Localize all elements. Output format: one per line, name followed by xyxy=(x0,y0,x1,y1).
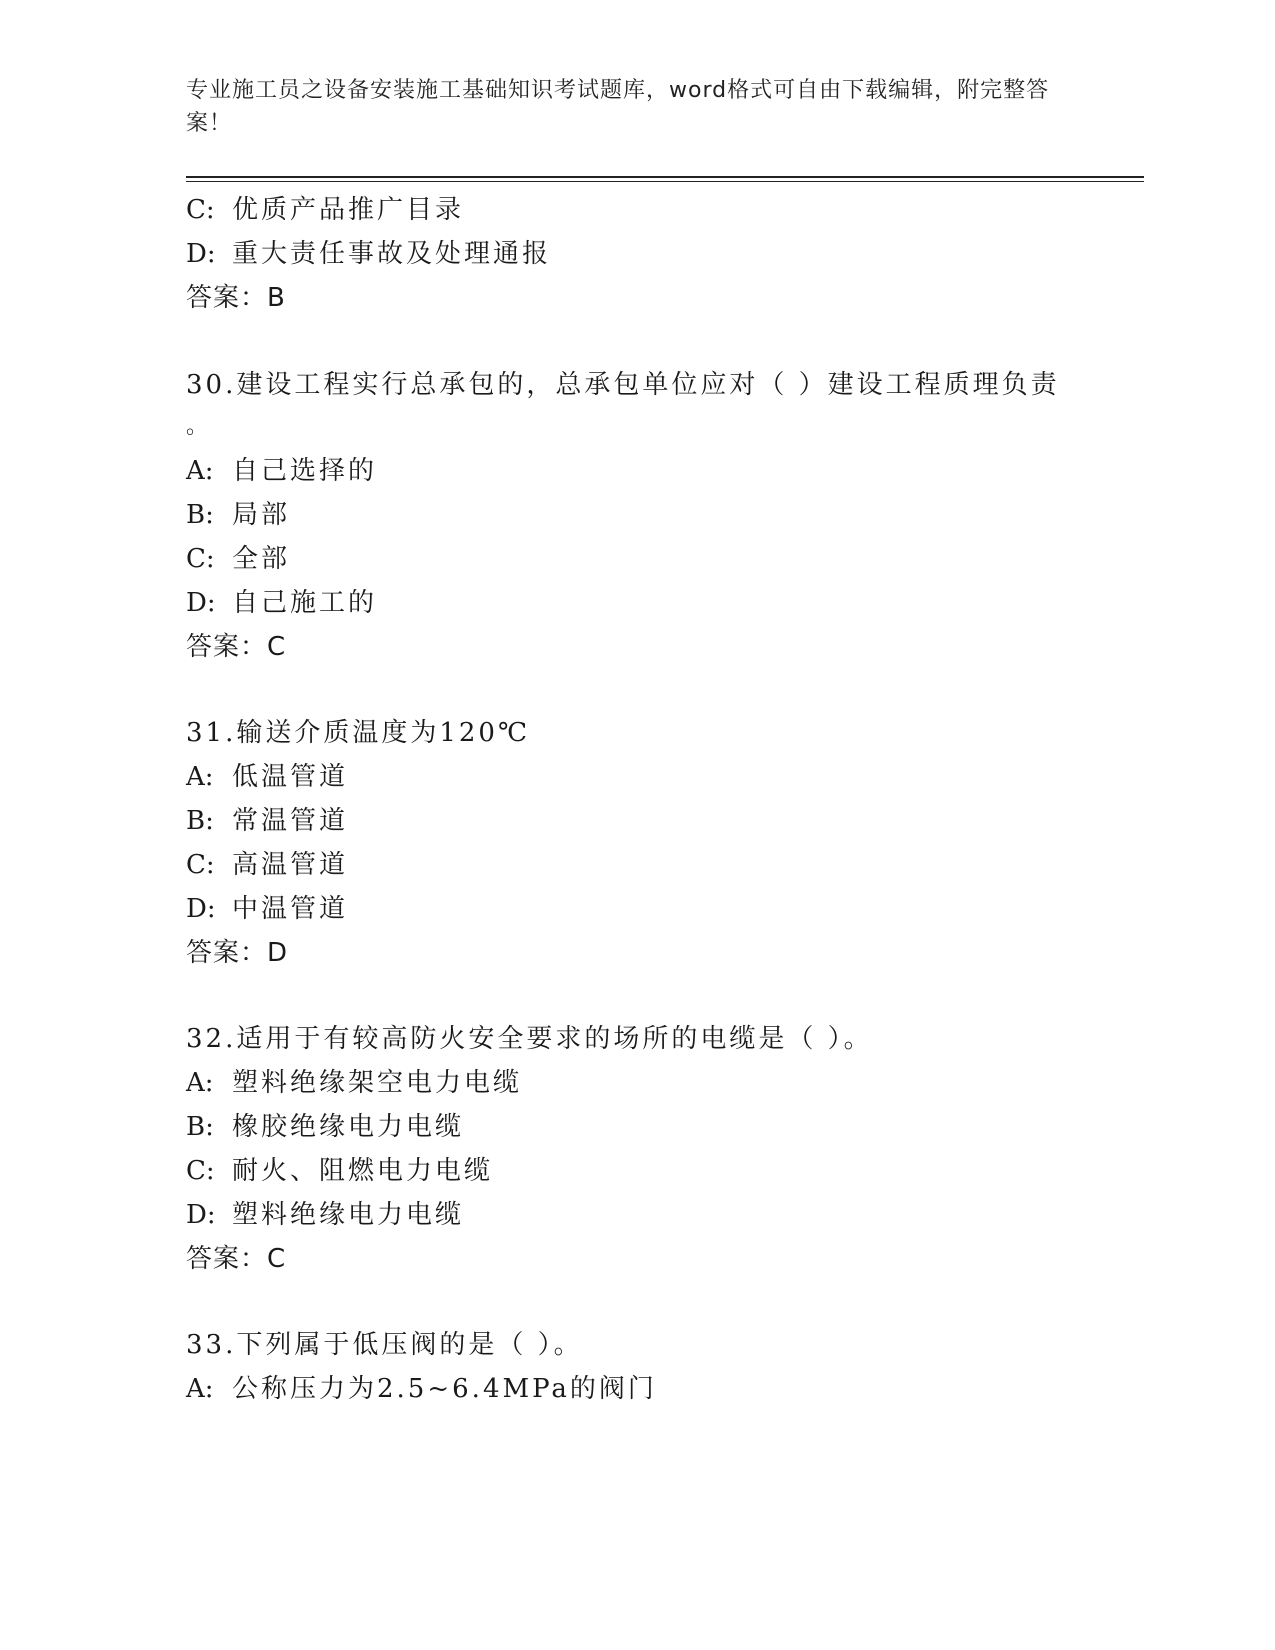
option-text: 常温管道 xyxy=(232,806,349,836)
question-stem-continuation: 。 xyxy=(186,414,212,439)
option-letter: B: xyxy=(186,500,214,530)
option-text: 全部 xyxy=(232,544,291,574)
option-line xyxy=(186,238,551,270)
option-text: 自己选择的 xyxy=(232,456,378,486)
option-text: 中温管道 xyxy=(232,894,349,924)
option-text: 耐火、阻燃电力电缆 xyxy=(232,1156,494,1186)
option-text: 重大责任事故及处理通报 xyxy=(232,239,552,269)
option-text: 塑料绝缘电力电缆 xyxy=(232,1200,465,1230)
option-line xyxy=(186,1155,493,1187)
answer-line: 答案：C xyxy=(186,1244,287,1274)
question-stem: 32.适用于有较高防火安全要求的场所的电缆是（ ）。 xyxy=(186,1024,873,1054)
answer-line: 答案：C xyxy=(186,632,287,662)
option-letter: A: xyxy=(186,1068,214,1098)
option-letter: C: xyxy=(186,1156,215,1186)
option-letter: A: xyxy=(186,762,214,792)
option-letter: A: xyxy=(186,1374,214,1404)
option-line xyxy=(186,194,464,226)
option-line xyxy=(186,893,348,925)
answer-line: 答案：D xyxy=(186,938,289,968)
option-line xyxy=(186,1199,464,1231)
question-stem: 31.输送介质温度为120℃ xyxy=(186,718,531,748)
option-text: 优质产品推广目录 xyxy=(232,195,465,225)
question-stem: 30.建设工程实行总承包的，总承包单位应对（ ）建设工程质理负责 xyxy=(186,370,1060,400)
option-letter: B: xyxy=(186,806,214,836)
option-text: 低温管道 xyxy=(232,762,349,792)
option-letter: B: xyxy=(186,1112,214,1142)
option-line xyxy=(186,1373,657,1405)
option-text: 塑料绝缘架空电力电缆 xyxy=(232,1068,523,1098)
option-letter: D: xyxy=(186,588,216,618)
option-text: 自己施工的 xyxy=(232,588,378,618)
option-text: 公称压力为2.5~6.4MPa的阀门 xyxy=(232,1374,657,1404)
option-line xyxy=(186,849,348,881)
option-line xyxy=(186,587,377,619)
document-header: 专业施工员之设备安装施工基础知识考试题库，word格式可自由下载编辑，附完整答案！ xyxy=(186,78,1050,136)
option-line xyxy=(186,455,377,487)
option-letter: C: xyxy=(186,195,215,225)
header-divider-thick xyxy=(186,176,1144,178)
option-letter: D: xyxy=(186,894,216,924)
option-line xyxy=(186,805,348,837)
option-letter: C: xyxy=(186,544,215,574)
option-line xyxy=(186,543,290,575)
option-line xyxy=(186,499,290,531)
header-divider-thin xyxy=(186,181,1144,182)
option-letter: A: xyxy=(186,456,214,486)
option-text: 局部 xyxy=(232,500,291,530)
option-letter: D: xyxy=(186,1200,216,1230)
option-line xyxy=(186,761,348,793)
answer-line: 答案：B xyxy=(186,283,286,313)
option-line xyxy=(186,1111,464,1143)
option-text: 橡胶绝缘电力电缆 xyxy=(232,1112,465,1142)
option-letter: D: xyxy=(186,239,216,269)
option-text: 高温管道 xyxy=(232,850,349,880)
question-stem: 33.下列属于低压阀的是（ ）。 xyxy=(186,1330,583,1360)
option-line xyxy=(186,1067,522,1099)
option-letter: C: xyxy=(186,850,215,880)
